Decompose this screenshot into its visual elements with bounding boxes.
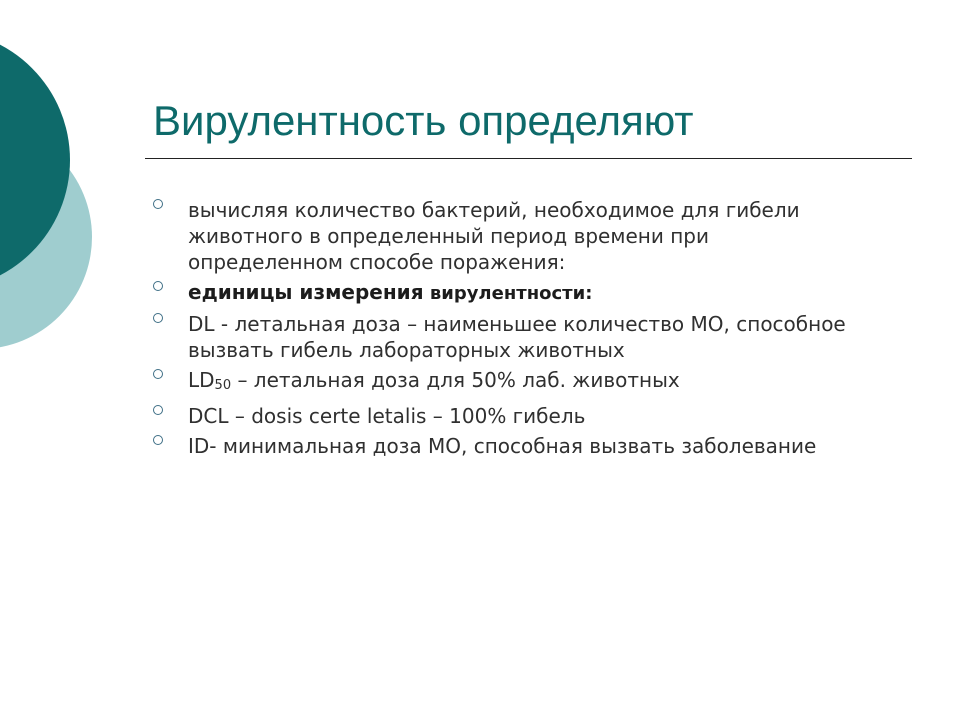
bullet-text-strong: единицы измерения (188, 280, 424, 304)
bullet-item (150, 367, 870, 399)
bullet-circle-icon (153, 313, 163, 323)
bullet-text: DL - летальная доза – наименьшее количество МО, способное вызвать гибель лабораторных животных (188, 312, 846, 362)
bullet-circle-icon (153, 199, 163, 209)
bullet-text-prefix: LD (188, 368, 215, 392)
bullet-text-bold: вирулентности: (423, 283, 593, 304)
title-underline (145, 158, 912, 159)
bullet-item (150, 433, 870, 459)
bullet-item (150, 279, 870, 307)
slide-title: Вирулентность определяют (153, 97, 694, 144)
bullet-text: DCL – dosis certe letalis – 100% гибель (188, 404, 586, 428)
bullet-item (150, 197, 870, 275)
bullet-text-subscript: 50 (214, 378, 232, 393)
bullet-circle-icon (153, 281, 163, 291)
bullet-list (150, 197, 870, 463)
bullet-text-suffix: – летальная доза для 50% лаб. животных (231, 368, 680, 392)
bullet-item (150, 311, 870, 363)
bullet-circle-icon (153, 405, 163, 415)
bullet-circle-icon (153, 369, 163, 379)
bullet-text: ID- минимальная доза МО, способная вызвать заболевание (188, 434, 817, 458)
bullet-circle-icon (153, 435, 163, 445)
bullet-item (150, 403, 870, 429)
bullet-text: вычисляя количество бактерий, необходимое для гибели животного в определенный период времени при определенном способе поражения: (188, 198, 800, 274)
